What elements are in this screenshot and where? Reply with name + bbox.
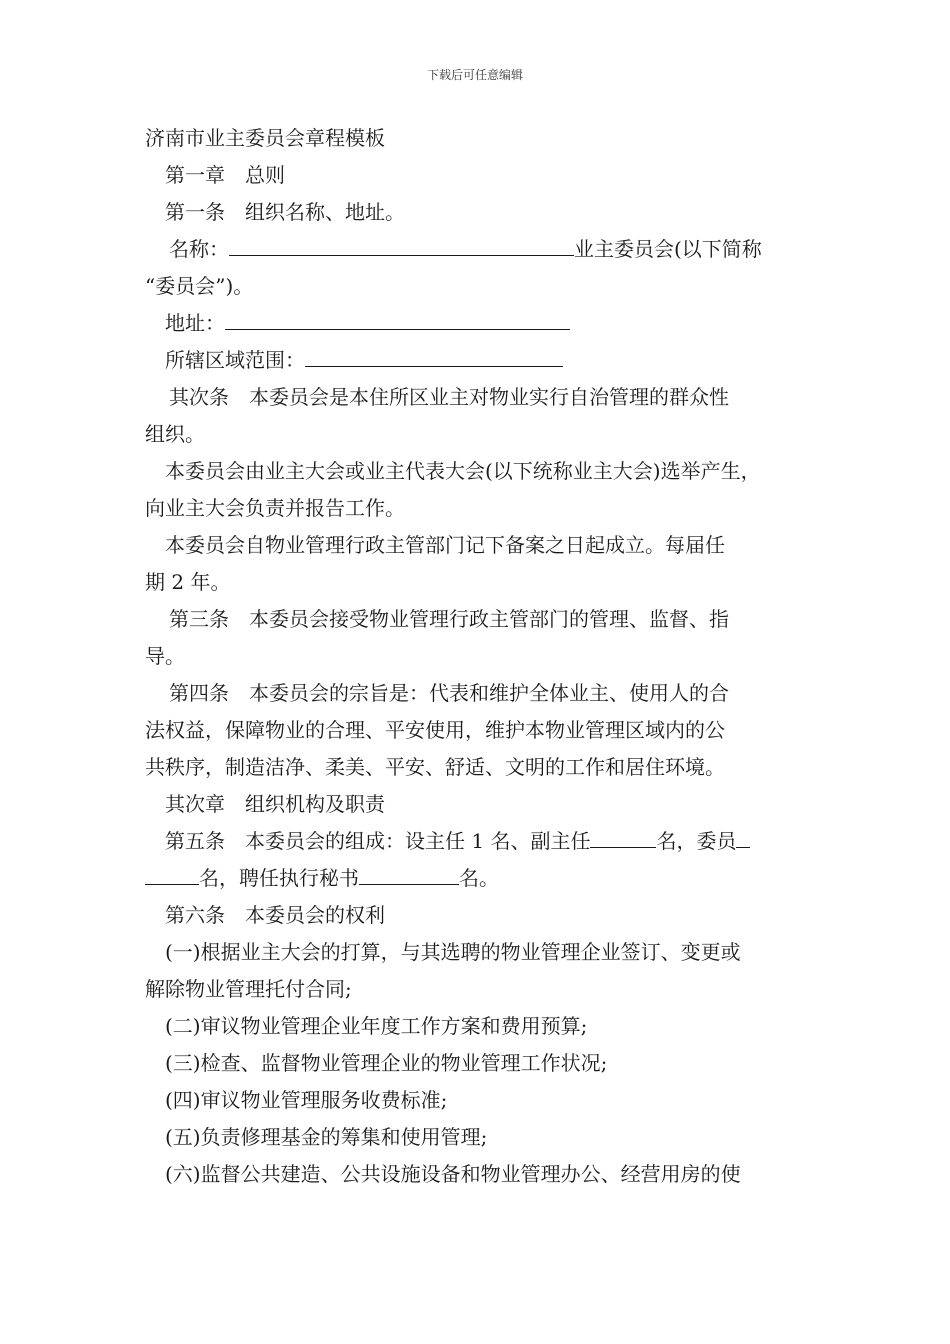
chapter-2-heading: 其次章 组织机构及职责 [165, 792, 385, 816]
region-blank [305, 344, 563, 367]
name-continuation: “委员会”)。 [145, 274, 254, 298]
paragraph-4-line2: 期 2 年。 [145, 570, 231, 594]
member-blank-start [736, 825, 750, 848]
paragraph-3-line1: 本委员会由业主大会或业主代表大会(以下统称业主大会)选举产生， [165, 459, 761, 483]
address-blank [225, 307, 570, 330]
article-5-text-d: 名。 [459, 866, 499, 890]
item-5: (五)负责修理基金的筹集和使用管理; [165, 1125, 488, 1149]
article-4-line1: 第四条 本委员会的宗旨是：代表和维护全体业主、使用人的合 [169, 681, 729, 705]
name-line [145, 231, 825, 268]
article-2-line1: 其次条 本委员会是本住所区业主对物业实行自治管理的群众性 [169, 385, 729, 409]
article-2-line2: 组织。 [145, 422, 205, 446]
article-4-line2: 法权益，保障物业的合理、平安使用，维护本物业管理区域内的公 [145, 718, 725, 742]
item-1-line1: (一)根据业主大会的打算，与其选聘的物业管理企业签订、变更或 [165, 940, 741, 964]
address-line [145, 305, 825, 342]
item-2: (二)审议物业管理企业年度工作方案和费用预算; [165, 1014, 588, 1038]
paragraph-4-line1: 本委员会自物业管理行政主管部门记下备案之日起成立。每届任 [165, 533, 725, 557]
region-label: 所辖区域范围： [165, 348, 305, 372]
document-body [145, 120, 825, 1193]
region-line [145, 342, 825, 379]
vice-chair-blank [590, 825, 656, 848]
article-3-line2: 导。 [145, 644, 185, 668]
name-label: 名称： [169, 237, 229, 261]
item-4: (四)审议物业管理服务收费标准; [165, 1088, 448, 1112]
article-5-line2 [145, 860, 825, 897]
article-5-line1 [145, 823, 825, 860]
name-suffix: 业主委员会(以下简称 [574, 237, 762, 261]
article-1: 第一条 组织名称、地址。 [165, 200, 405, 224]
article-6-heading: 第六条 本委员会的权利 [165, 903, 385, 927]
doc-title: 济南市业主委员会章程模板 [145, 126, 385, 150]
article-4-line3: 共秩序，制造洁净、柔美、平安、舒适、文明的工作和居住环境。 [145, 755, 725, 779]
article-5-text-c: 名，聘任执行秘书 [199, 866, 359, 890]
article-3-line1: 第三条 本委员会接受物业管理行政主管部门的管理、监督、指 [169, 607, 729, 631]
address-label: 地址： [165, 311, 225, 335]
item-6: (六)监督公共建造、公共设施设备和物业管理办公、经营用房的使 [165, 1162, 741, 1186]
name-blank [229, 233, 574, 256]
member-blank-end [145, 862, 199, 885]
article-5-text-b: 名，委员 [656, 829, 737, 853]
secretary-blank [359, 862, 459, 885]
paragraph-3-line2: 向业主大会负责并报告工作。 [145, 496, 405, 520]
article-5-text-a: 第五条 本委员会的组成：设主任 1 名、副主任 [165, 829, 591, 853]
chapter-heading: 第一章 总则 [165, 163, 285, 187]
item-3: (三)检查、监督物业管理企业的物业管理工作状况; [165, 1051, 608, 1075]
item-1-line2: 解除物业管理托付合同; [145, 977, 352, 1001]
header-note: 下载后可任意编辑 [426, 68, 523, 82]
